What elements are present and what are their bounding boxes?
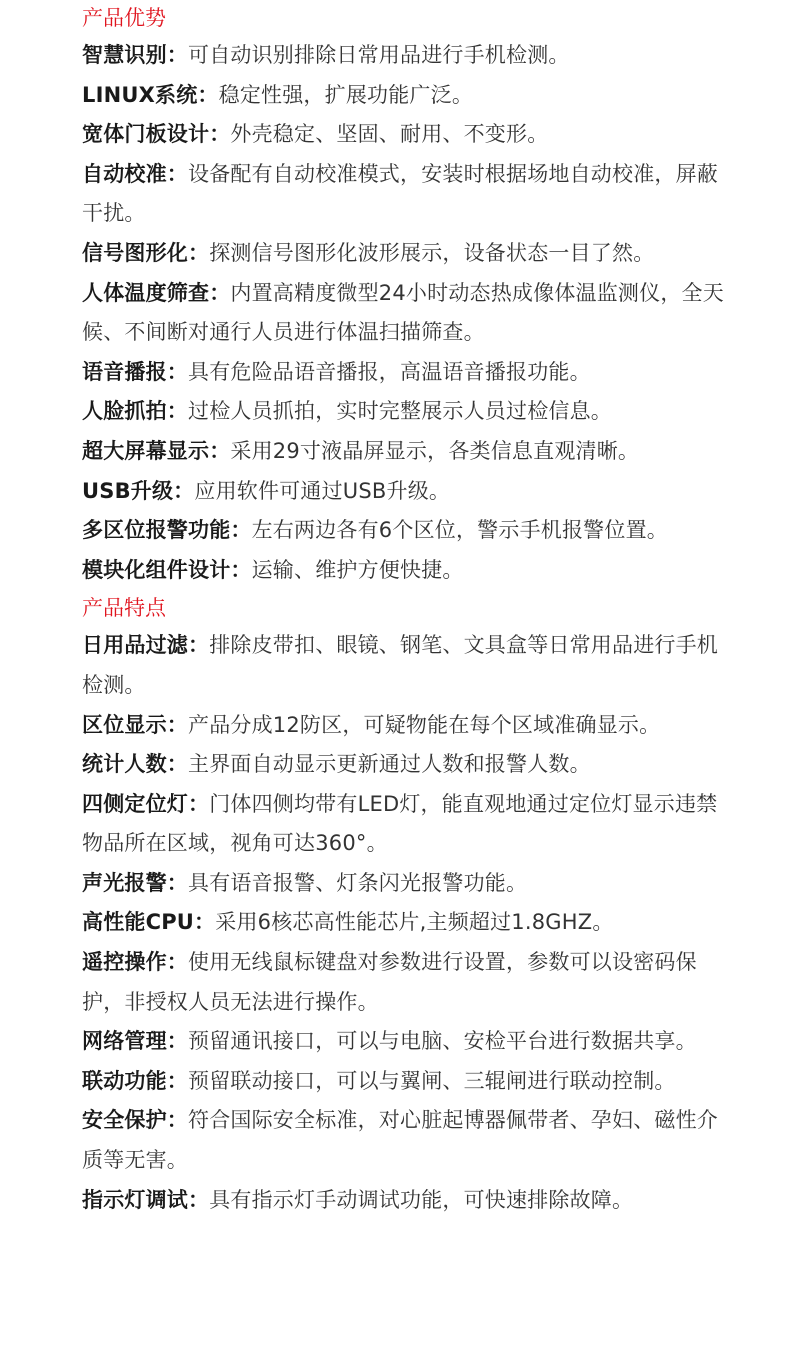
item-desc: 门体四侧均带有LED灯，能直观地通过定位灯显示违禁物品所在区域，视角可达360°。	[82, 791, 718, 856]
item-label: 指示灯调试：	[82, 1187, 210, 1212]
item-label: LINUX系统：	[82, 82, 219, 107]
feature-item	[82, 1181, 727, 1221]
feature-item	[82, 1101, 727, 1180]
feature-item	[82, 785, 727, 864]
advantage-item	[82, 36, 727, 76]
item-desc: 运输、维护方便快捷。	[251, 557, 464, 582]
item-desc: 应用软件可通过USB升级。	[194, 478, 451, 503]
advantage-item	[82, 432, 727, 472]
feature-item	[82, 1062, 727, 1102]
item-desc: 具有危险品语音播报，高温语音播报功能。	[188, 359, 591, 384]
item-desc: 可自动识别排除日常用品进行手机检测。	[188, 43, 570, 67]
advantage-item	[82, 76, 727, 116]
section-title-advantages: 产品优势	[82, 6, 166, 30]
item-label: 声光报警：	[82, 870, 188, 895]
item-label: 超大屏幕显示：	[82, 438, 231, 463]
advantage-item	[82, 274, 727, 353]
item-desc: 稳定性强，扩展功能广泛。	[218, 82, 474, 107]
item-desc: 内置高精度微型24小时动态热成像体温监测仪，全天候、不间断对通行人员进行体温扫描筛查。	[82, 280, 724, 345]
feature-item	[82, 1022, 727, 1062]
item-desc: 产品分成12防区，可疑物能在每个区域准确显示。	[188, 712, 661, 737]
item-label: 人体温度筛查：	[82, 280, 231, 305]
feature-item	[82, 864, 727, 904]
item-label: 网络管理：	[82, 1029, 188, 1054]
item-desc: 过检人员抓拍，实时完整展示人员过检信息。	[188, 399, 612, 424]
advantage-item	[82, 472, 727, 512]
item-desc: 具有语音报警、灯条闪光报警功能。	[188, 870, 528, 895]
item-desc: 符合国际安全标准，对心脏起博器佩带者、孕妇、磁性介质等无害。	[82, 1108, 718, 1173]
feature-item	[82, 903, 727, 943]
feature-item	[82, 745, 727, 785]
item-label: 日用品过滤：	[82, 633, 210, 658]
item-label: 联动功能：	[82, 1068, 188, 1093]
feature-item	[82, 626, 727, 705]
section-title-features: 产品特点	[82, 596, 166, 621]
item-desc: 采用29寸液晶屏显示，各类信息直观清晰。	[230, 438, 640, 463]
item-desc: 外壳稳定、坚固、耐用、不变形。	[230, 122, 549, 147]
feature-item	[82, 943, 727, 1022]
item-label: 智慧识别：	[82, 43, 188, 67]
item-desc: 左右两边各有6个区位，警示手机报警位置。	[251, 518, 668, 543]
advantage-item	[82, 511, 727, 551]
item-label: 宽体门板设计：	[82, 122, 231, 147]
item-desc: 采用6核芯高性能芯片,主频超过1.8GHZ。	[215, 910, 614, 935]
item-desc: 具有指示灯手动调试功能，可快速排除故障。	[209, 1187, 634, 1212]
advantage-item	[82, 234, 727, 274]
item-desc: 设备配有自动校准模式，安装时根据场地自动校准，屏蔽干扰。	[82, 161, 718, 226]
advantage-item	[82, 551, 727, 591]
item-label: 人脸抓拍：	[82, 399, 188, 424]
item-label: 模块化组件设计：	[82, 557, 252, 582]
feature-item	[82, 706, 727, 746]
item-desc: 排除皮带扣、眼镜、钢笔、文具盒等日常用品进行手机检测。	[82, 633, 719, 697]
item-label: 信号图形化：	[82, 240, 210, 265]
item-label: 区位显示：	[82, 712, 188, 737]
item-label: 高性能CPU：	[82, 910, 216, 935]
item-desc: 使用无线鼠标键盘对参数进行设置，参数可以设密码保护，非授权人员无法进行操作。	[82, 950, 697, 1014]
item-label: USB升级：	[82, 478, 195, 503]
item-desc: 探测信号图形化波形展示，设备状态一目了然。	[209, 240, 655, 265]
item-label: 四侧定位灯：	[82, 791, 210, 816]
item-label: 语音播报：	[82, 359, 188, 384]
item-desc: 主界面自动显示更新通过人数和报警人数。	[188, 752, 591, 777]
item-desc: 预留联动接口，可以与翼闸、三辊闸进行联动控制。	[188, 1068, 676, 1093]
item-label: 安全保护：	[82, 1108, 188, 1133]
content-area	[82, 0, 727, 1220]
item-label: 多区位报警功能：	[82, 518, 252, 543]
advantage-item	[82, 353, 727, 393]
item-label: 自动校准：	[82, 161, 188, 186]
advantage-item	[82, 392, 727, 432]
item-desc: 预留通讯接口，可以与电脑、安检平台进行数据共享。	[188, 1029, 697, 1054]
item-label: 遥控操作：	[82, 950, 188, 975]
advantage-item	[82, 115, 727, 155]
item-label: 统计人数：	[82, 752, 188, 777]
advantage-item	[82, 155, 727, 234]
